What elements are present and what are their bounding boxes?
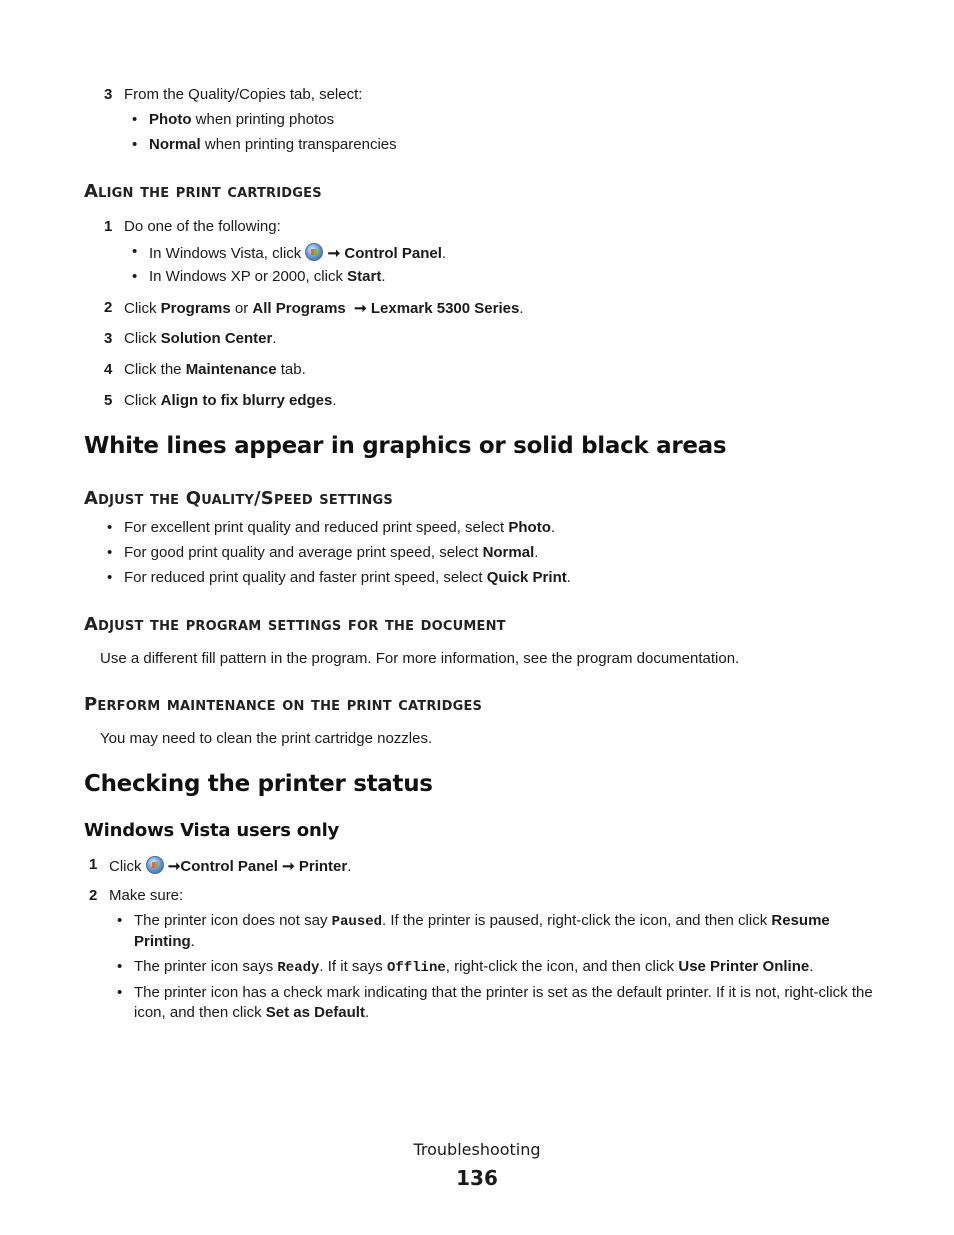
text: The printer icon says bbox=[134, 958, 278, 975]
bold-term: Control Panel bbox=[344, 245, 442, 262]
text: . bbox=[364, 1004, 370, 1021]
subsection-title: Windows Vista users only bbox=[84, 820, 340, 841]
text: In Windows Vista, click bbox=[149, 245, 306, 262]
step-number: 2 bbox=[89, 887, 98, 904]
list-item bbox=[134, 911, 869, 952]
step-text bbox=[124, 392, 337, 409]
text: Click the bbox=[124, 361, 186, 378]
paragraph: Use a different fill pattern in the program. For more information, see the program documentation. bbox=[100, 650, 740, 667]
paragraph: You may need to clean the print cartridge nozzles. bbox=[100, 730, 433, 747]
text: or bbox=[230, 300, 253, 317]
bold-term: Align to fix blurry edges bbox=[160, 392, 333, 409]
bold-term: Maintenance bbox=[185, 361, 277, 378]
text: Click bbox=[124, 330, 161, 347]
bold-term: All Programs bbox=[252, 300, 346, 317]
text: The printer icon does not say bbox=[134, 912, 332, 929]
text: In Windows XP or 2000, click bbox=[149, 268, 348, 285]
text: For excellent print quality and reduced print speed, select bbox=[124, 519, 509, 536]
text: The printer icon has a check mark indicating that the printer is set as the default printer. If it is not, right-click the icon, and then click bbox=[134, 984, 873, 1021]
status-code: Ready bbox=[277, 960, 320, 976]
section-heading: Adjust the program settings for the document bbox=[84, 614, 506, 635]
text: Click bbox=[109, 858, 146, 875]
step-number: 4 bbox=[104, 361, 113, 378]
bold-term: Use Printer Online bbox=[678, 958, 810, 975]
step-text bbox=[109, 856, 351, 875]
windows-start-icon bbox=[146, 856, 164, 874]
step-number: 1 bbox=[89, 856, 98, 873]
bold-term: Resume Printing bbox=[134, 912, 830, 950]
page-number: 136 bbox=[456, 1166, 498, 1190]
step-number: 2 bbox=[104, 299, 113, 316]
list-item bbox=[124, 519, 555, 536]
list-item bbox=[149, 136, 397, 153]
windows-start-icon bbox=[305, 243, 323, 261]
bold-term: Printer bbox=[298, 858, 348, 875]
text: . bbox=[441, 245, 447, 262]
step-number: 3 bbox=[104, 330, 113, 347]
bold-term: Lexmark 5300 Series bbox=[370, 300, 520, 317]
section-heading: Perform maintenance on the print catridges bbox=[84, 694, 483, 715]
step-number: 3 bbox=[104, 86, 113, 103]
bold-term: Programs bbox=[160, 300, 231, 317]
bold-term: Control Panel bbox=[180, 858, 278, 875]
text: For good print quality and average print speed, select bbox=[124, 544, 483, 561]
arrow-icon: ➞ bbox=[354, 300, 367, 317]
step-text bbox=[124, 299, 523, 317]
step-text: From the Quality/Copies tab, select: bbox=[124, 86, 363, 103]
text: . bbox=[550, 519, 556, 536]
list-item bbox=[134, 958, 813, 976]
section-title: White lines appear in graphics or solid black areas bbox=[84, 433, 727, 459]
list-item bbox=[149, 268, 386, 285]
bold-term: Solution Center bbox=[160, 330, 273, 347]
text: tab. bbox=[276, 361, 306, 378]
text: . bbox=[519, 300, 524, 317]
bold-term: Set as Default bbox=[265, 1004, 365, 1021]
bold-term: Normal bbox=[149, 136, 201, 153]
status-code: Paused bbox=[331, 914, 383, 930]
text: . If it says bbox=[319, 958, 387, 975]
text: . If the printer is paused, right-click the icon, and then click bbox=[382, 912, 772, 929]
text: . bbox=[332, 392, 337, 409]
list-item bbox=[149, 243, 446, 262]
bold-term: Photo bbox=[149, 111, 192, 128]
footer-section: Troubleshooting bbox=[413, 1140, 541, 1159]
section-heading: Adjust the Quality/Speed settings bbox=[84, 488, 393, 509]
bold-term: Normal bbox=[482, 544, 535, 561]
list-item bbox=[124, 569, 571, 586]
bold-term: Start bbox=[347, 268, 382, 285]
text: . bbox=[347, 858, 352, 875]
arrow-icon: ➞ bbox=[167, 858, 181, 875]
text: . bbox=[566, 569, 571, 586]
text: . bbox=[381, 268, 386, 285]
text: Click bbox=[124, 300, 161, 317]
arrow-icon: ➞ bbox=[282, 858, 295, 875]
step-text: Make sure: bbox=[109, 887, 184, 904]
text: . bbox=[809, 958, 814, 975]
bold-term: Quick Print bbox=[486, 569, 567, 586]
list-item bbox=[124, 544, 538, 561]
step-text: Do one of the following: bbox=[124, 218, 281, 235]
step-text bbox=[124, 361, 306, 378]
text: . bbox=[190, 933, 195, 950]
text: . bbox=[272, 330, 277, 347]
text: For reduced print quality and faster print speed, select bbox=[124, 569, 487, 586]
status-code: Offline bbox=[386, 960, 446, 976]
text: . bbox=[534, 544, 539, 561]
step-text bbox=[124, 330, 277, 347]
step-number: 5 bbox=[104, 392, 113, 409]
list-item bbox=[149, 111, 334, 128]
text: , right-click the icon, and then click bbox=[445, 958, 679, 975]
section-title: Checking the printer status bbox=[84, 771, 433, 797]
list-item bbox=[134, 983, 879, 1023]
text: when printing photos bbox=[191, 111, 335, 128]
bold-term: Photo bbox=[508, 519, 551, 536]
text: when printing transparencies bbox=[200, 136, 397, 153]
text: Click bbox=[124, 392, 161, 409]
step-number: 1 bbox=[104, 218, 113, 235]
arrow-icon: ➞ bbox=[327, 245, 341, 262]
section-heading: Align the print cartridges bbox=[84, 181, 322, 202]
